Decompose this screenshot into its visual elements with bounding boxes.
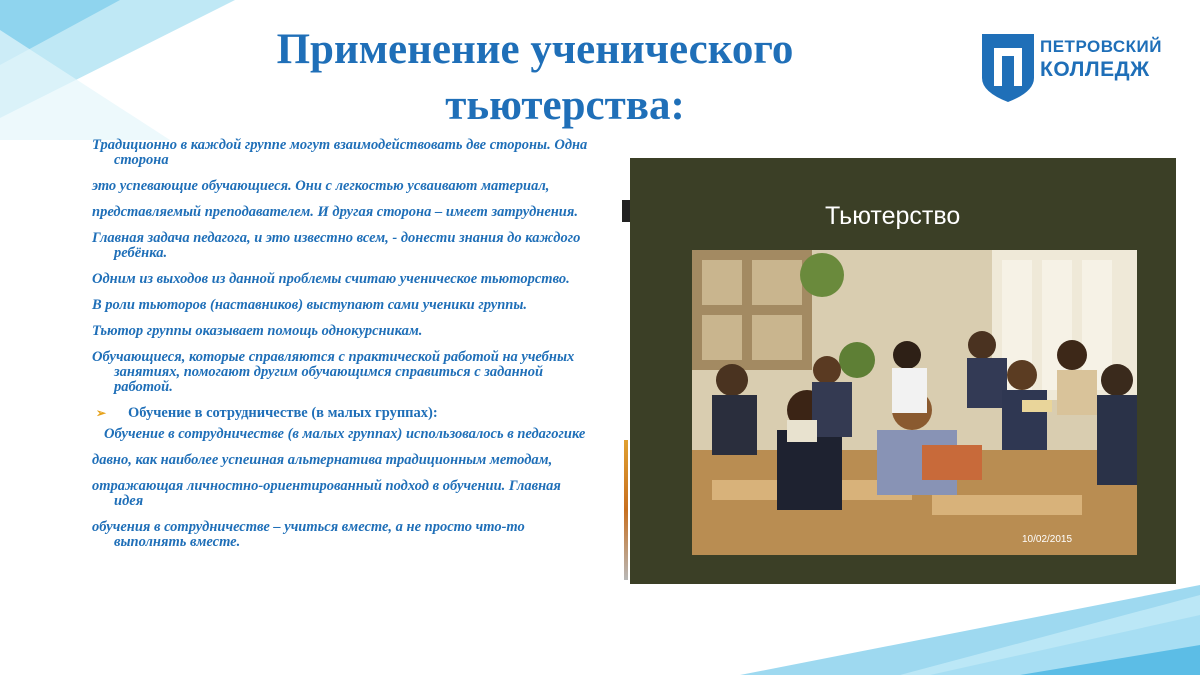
- paragraph: давно, как наиболее успешная альтернатива традиционным методам,: [92, 452, 553, 468]
- title-line-2: тьютерства:: [445, 82, 685, 129]
- edge-mark: [624, 440, 628, 580]
- arrow-bullet-icon: ➢: [96, 406, 107, 420]
- bullet-item: [92, 406, 592, 421]
- edge-mark: [622, 200, 630, 222]
- logo-line-2: КОЛЛЕДЖ: [1040, 58, 1150, 81]
- classroom-photo: [692, 250, 1137, 555]
- logo-line-1: ПЕТРОВСКИЙ: [1040, 37, 1162, 56]
- paragraph: обучения в сотрудничестве – учиться вместе, а не просто что-то выполнять вместе.: [92, 519, 525, 550]
- paragraph: Обучающиеся, которые справляются с практической работой на учебных занятиях, помогают другим обучающимся справиться с заданной работой.: [92, 349, 575, 395]
- paragraph: Главная задача педагога, и это известно всем, - донести знания до каждого ребёнка.: [92, 230, 581, 261]
- slide-body-text: [92, 138, 592, 550]
- slide-title: [175, 22, 895, 134]
- embedded-slide-image: [608, 158, 1176, 584]
- paragraph: представляемый преподавателем. И другая сторона – имеет затруднения.: [92, 204, 578, 220]
- paragraph: Обучение в сотрудничестве (в малых группах) использовалось в педагогике: [104, 426, 586, 442]
- paragraph: Тьютор группы оказывает помощь однокурсникам.: [92, 323, 423, 339]
- bullet-heading: Обучение в сотрудничестве (в малых группах):: [128, 405, 438, 421]
- paragraph: Одним из выходов из данной проблемы считаю ученическое тьюторство.: [92, 271, 570, 287]
- photo-panel: [630, 158, 1176, 584]
- photo-date-stamp: 10/02/2015: [1022, 534, 1073, 545]
- title-line-1: Применение ученического: [276, 26, 794, 73]
- photo-caption: Тьютерство: [825, 202, 961, 230]
- college-logo: [980, 32, 1180, 104]
- paragraph: В роли тьюторов (наставников) выступают сами ученики группы.: [92, 297, 528, 313]
- paragraph: Традиционно в каждой группе могут взаимодействовать две стороны. Одна сторона: [92, 137, 588, 168]
- paragraph: отражающая личностно-ориентированный подход в обучении. Главная идея: [92, 478, 561, 509]
- logo-shield-icon: [980, 32, 1036, 104]
- bottom-right-decoration: [700, 585, 1200, 675]
- paragraph: это успевающие обучающиеся. Они с легкостью усваивают материал,: [92, 178, 550, 194]
